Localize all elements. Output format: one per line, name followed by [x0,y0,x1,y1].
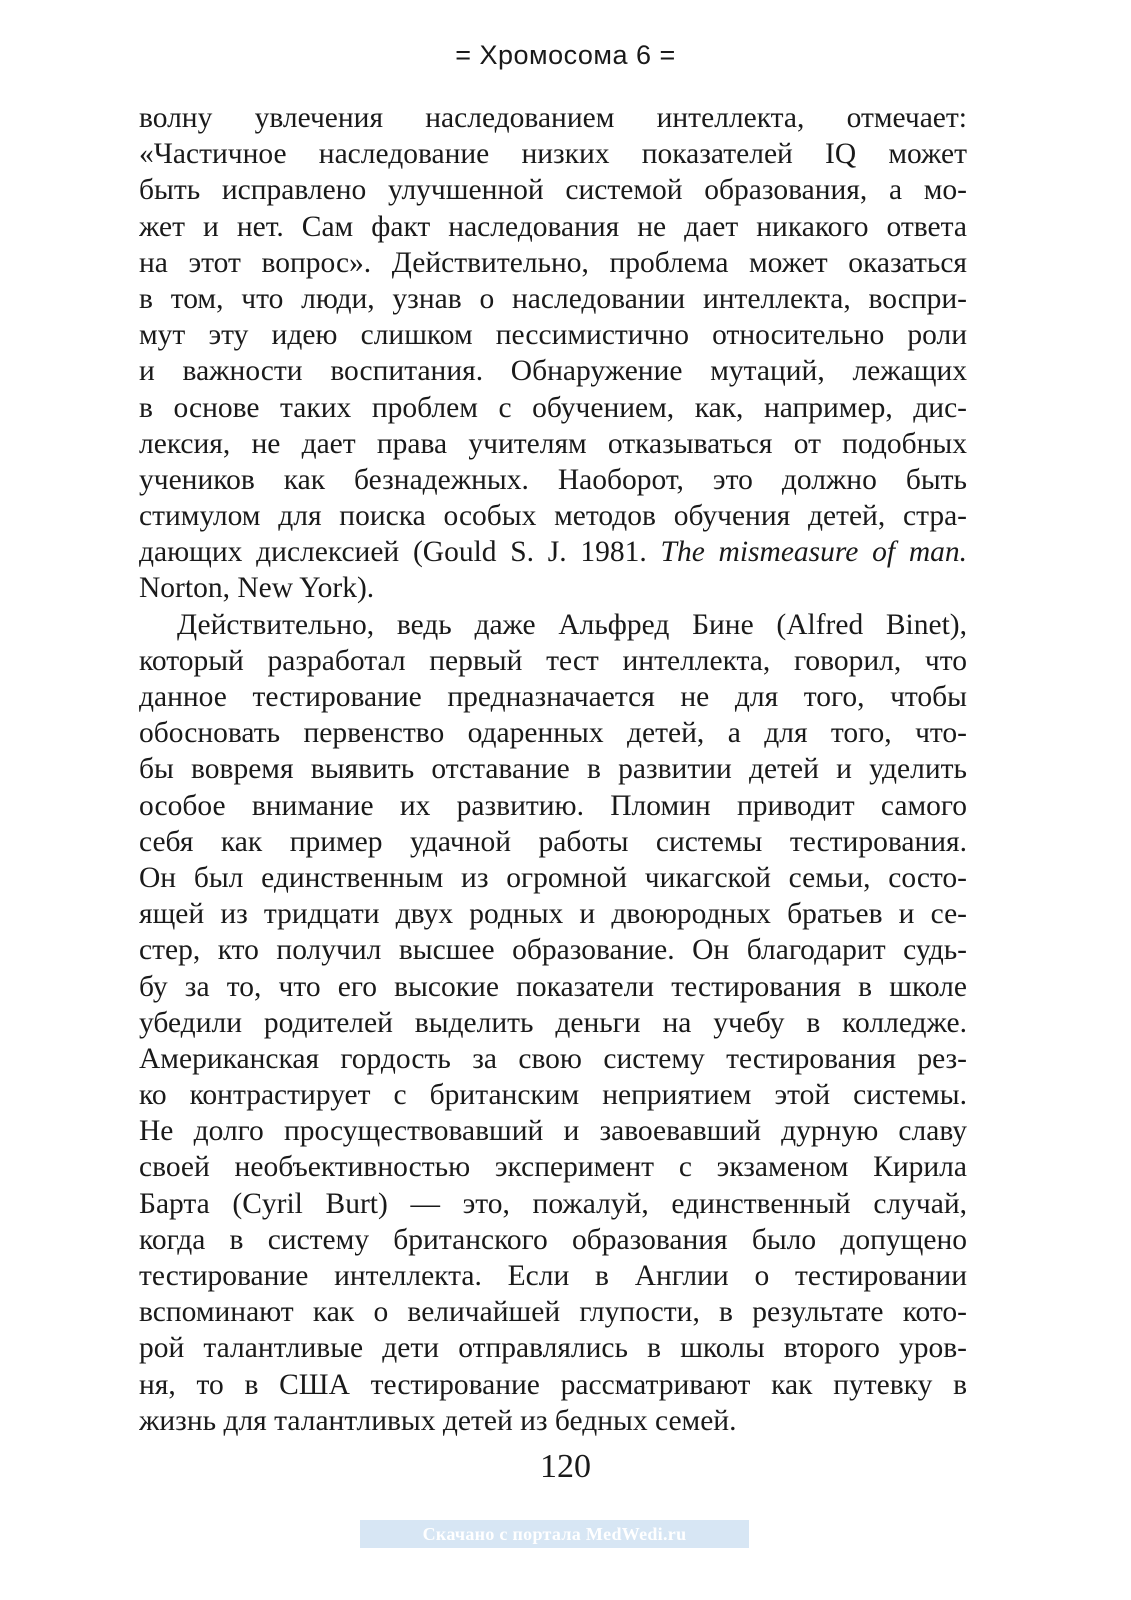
text-line: мут эту идею слишком пессимистично относительно роли [139,319,967,352]
text-line: стимулом для поиска особых методов обучения детей, стра- [139,500,967,533]
text-line-first: Действительно, ведь даже Альфред Бине (Alfred Binet), [177,608,967,641]
text-line: ня, то в США тестирование рассматривают как путевку в [139,1368,967,1401]
body-text [139,100,967,1439]
text-line: жет и нет. Сам факт наследования не дает никакого ответа [139,210,967,243]
text-line: волну увлечения наследованием интеллекта, отмечает: [139,102,967,134]
text-line: когда в систему британского образования было допущено [139,1223,967,1256]
text-line: убедили родителей выделить деньги на учебу в колледже. [139,1006,967,1039]
text-line: ящей из тридцати двух родных и двоюродных братьев и се- [139,898,967,931]
paragraph-2 [139,607,967,1439]
paragraph-1 [139,100,967,607]
text-line: данное тестирование предназначается не для того, чтобы [139,681,967,713]
text-line: бы вовремя выявить отставание в развитии детей и уделить [139,753,967,786]
text-line: учеников как безнадежных. Наоборот, это должно быть [139,463,967,496]
page-number: 120 [540,1448,591,1485]
text-line: своей необъективностью эксперимент с экзаменом Кирила [139,1151,967,1184]
text-line: стер, кто получил высшее образование. Он благодарит судь- [139,934,967,967]
text-line: вспоминают как о величайшей глупости, в результате кото- [139,1296,967,1329]
text-line: тестирование интеллекта. Если в Англии о тестировании [139,1260,967,1292]
text-line: лексия, не дает права учителям отказываться от подобных [139,427,967,460]
text-line: быть исправлено улучшенной системой образования, а мо- [139,174,967,207]
text-line: и важности воспитания. Обнаружение мутаций, лежащих [139,355,967,388]
book-title: The mismeasure of man. [660,536,967,569]
running-header: = Хромосома 6 = [455,40,676,70]
text-line: рой талантливые дети отправлялись в школы второго уров- [139,1332,967,1365]
text-line: который разработал первый тест интеллекта, говорил, что [139,644,967,677]
text-line: жизнь для талантливых детей из бедных семей. [139,1404,737,1437]
text-line: на этот вопрос». Действительно, проблема может оказаться [139,246,967,279]
text-line: «Частичное наследование низких показателей IQ может [139,138,967,171]
text-line: ко контрастирует с британским неприятием этой системы. [139,1079,967,1112]
text-line: Он был единственным из огромной чикагской семьи, состо- [139,861,967,894]
text-line: Барта (Cyril Burt) — это, пожалуй, единственный случай, [139,1187,967,1220]
text-line: Не долго просуществовавший и завоевавший дурную славу [139,1115,967,1148]
text-line: обосновать первенство одаренных детей, а для того, что- [139,717,967,750]
text-line: особое внимание их развитию. Пломин приводит самого [139,789,967,822]
text-line: Американская гордость за свою систему тестирования рез- [139,1042,967,1075]
citation-text: дающих дислексией (Gould S. J. 1981. [139,536,661,569]
text-line-with-citation [139,534,967,570]
text-line: бу за то, что его высокие показатели тестирования в школе [139,970,967,1003]
text-line: Norton, New York). [139,572,375,605]
text-line: в том, что люди, узнав о наследовании интеллекта, воспри- [139,282,967,315]
text-line: в основе таких проблем с обучением, как, например, дис- [139,391,967,424]
download-watermark: Скачано с портала MedWedi.ru [360,1520,749,1548]
text-line: себя как пример удачной работы системы тестирования. [139,825,967,858]
